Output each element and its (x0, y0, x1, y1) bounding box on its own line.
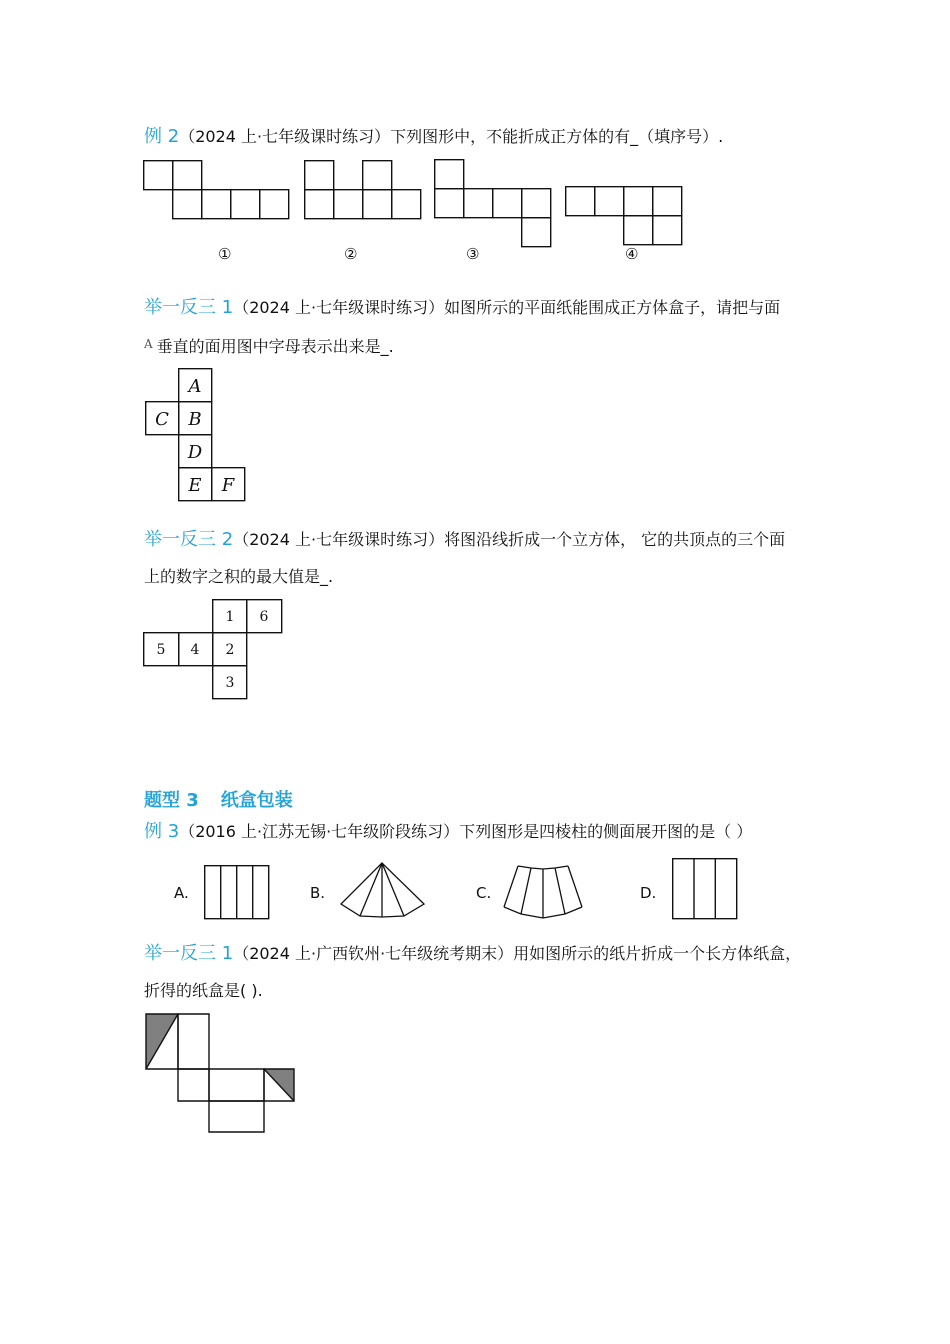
v1-net-figure (145, 368, 247, 502)
face-letter-b: B (188, 409, 202, 430)
v3-question-line1 (144, 943, 801, 965)
face-number-6: 6 (259, 609, 269, 625)
v1-face-a: A (144, 337, 153, 351)
ex3-option-b-label: B. (310, 884, 326, 902)
ex2-net-3 (434, 159, 552, 247)
face-number-5: 5 (156, 642, 166, 658)
net-label-1: ① (218, 245, 232, 263)
v3-text-line2: 折得的纸盒是( ). (144, 981, 263, 1000)
face-letter-d: D (187, 442, 203, 463)
v1-question-line2 (144, 336, 394, 359)
v3-question-line2 (144, 980, 263, 1002)
face-letter-c: C (155, 409, 169, 430)
net-label-3: ③ (466, 245, 480, 263)
net-label-4: ④ (625, 245, 639, 263)
ex3-option-d-label: D. (640, 884, 657, 902)
ex2-question (144, 126, 723, 148)
ex3-text: （2016 上·江苏无锡·七年级阶段练习）下列图形是四棱柱的侧面展开图的是（ ） (179, 822, 753, 841)
section-heading (144, 786, 293, 812)
v1-label: 举一反三 1 (144, 297, 234, 318)
ex3-label: 例 3 (144, 821, 180, 842)
ex2-net-4 (565, 186, 683, 246)
ex3-question (144, 821, 752, 843)
ex3-option-d-figure (672, 858, 738, 920)
section-title: 纸盒包装 (220, 790, 293, 811)
v2-label: 举一反三 2 (144, 529, 234, 550)
net-label-2: ② (344, 245, 358, 263)
face-number-2: 2 (225, 642, 235, 658)
v2-text-line2: 上的数字之积的最大值是_. (144, 567, 334, 586)
ex3-option-c-figure (503, 865, 583, 919)
section-prefix: 题型 3 (144, 790, 199, 811)
ex3-option-c-label: C. (476, 884, 492, 902)
ex3-option-a-label: A. (174, 884, 189, 902)
ex3-option-b-figure (340, 862, 426, 918)
ex2-net-1 (143, 160, 289, 220)
face-letter-a: A (188, 376, 202, 397)
v2-text-line1: （2024 上·七年级课时练习）将图沿线折成一个立方体， 它的共顶点的三个面 (233, 530, 786, 549)
v1-text-line2: 垂直的面用图中字母表示出来是_. (156, 337, 394, 356)
v2-question-line1 (144, 529, 785, 551)
v2-net-figure (143, 599, 285, 701)
v2-question-line2 (144, 566, 333, 588)
face-number-1: 1 (225, 609, 235, 625)
face-number-4: 4 (190, 642, 200, 658)
face-letter-f: F (221, 475, 235, 496)
ex2-label: 例 2 (144, 126, 180, 147)
ex2-text: （2024 上·七年级课时练习）下列图形中，不能折成正方体的有_（填序号）. (179, 127, 724, 146)
v1-text-line1: （2024 上·七年级课时练习）如图所示的平面纸能围成正方体盒子，请把与面 (233, 298, 781, 317)
v3-net-figure (145, 1013, 297, 1135)
face-letter-e: E (188, 475, 202, 496)
ex2-net-2 (304, 160, 422, 220)
v3-text-line1: （2024 上·广西钦州·七年级统考期末）用如图所示的纸片折成一个长方体纸盒， (233, 944, 802, 963)
ex3-option-a-figure (204, 865, 270, 920)
v1-question-line1 (144, 297, 780, 319)
face-number-3: 3 (225, 675, 235, 691)
v3-label: 举一反三 1 (144, 943, 234, 964)
